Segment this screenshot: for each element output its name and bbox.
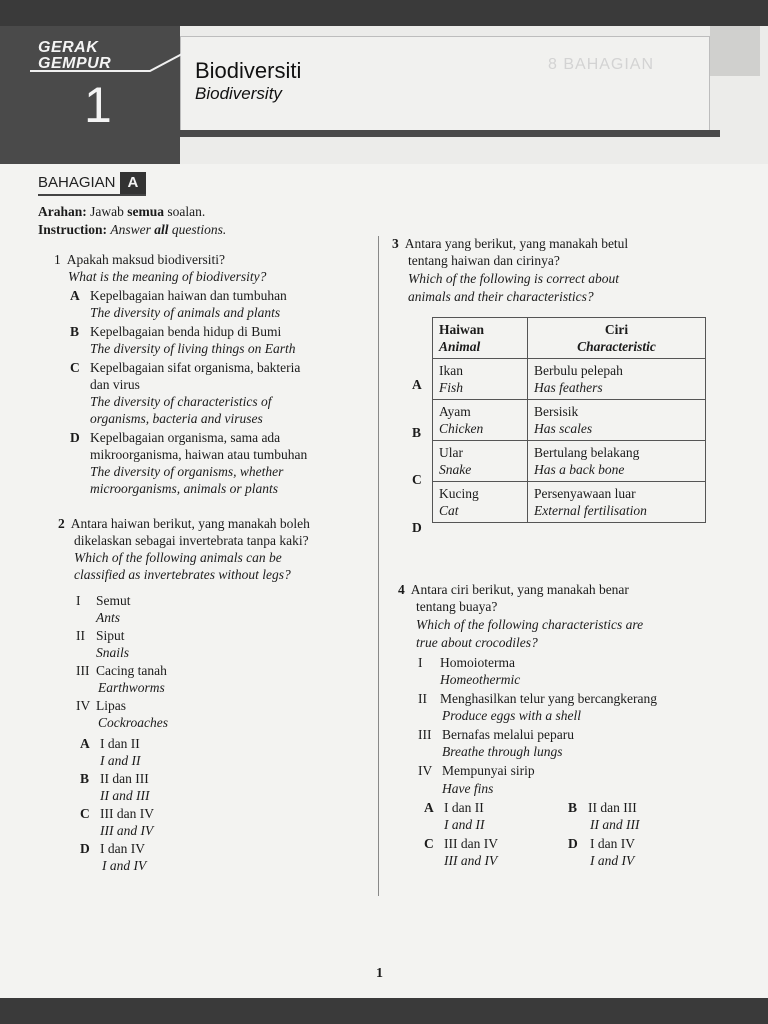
q4-option-c-ms: III dan IV [444, 836, 498, 851]
q2-question-ms2: dikelaskan sebagai invertebrata tanpa kaki? [74, 533, 309, 548]
q4-question-ms2: tentang buaya? [416, 599, 498, 614]
q1-number: 1 [54, 252, 61, 267]
q2-item-2-en: Snails [96, 645, 130, 660]
series-logo [38, 40, 111, 72]
instruction-ms [38, 204, 205, 220]
q4-item-2-roman: II [418, 691, 427, 706]
q3-c-char-ms: Bertulang belakang [534, 445, 640, 460]
q4-option-a-en: I and II [444, 817, 485, 832]
q3-b-animal [433, 400, 528, 441]
q3-number: 3 [392, 236, 399, 251]
q2-item-3-en: Earthworms [98, 680, 165, 695]
section-letter: A [120, 172, 147, 194]
q4-item-2-en: Produce eggs with a shell [442, 708, 581, 723]
q3-row-b-letter[interactable]: B [412, 425, 422, 440]
q2-item-3-roman: III [76, 663, 90, 678]
q3-a-char-ms: Berbulu pelepah [534, 363, 623, 378]
q4-question-ms1 [398, 582, 629, 598]
section-label: BAHAGIAN [38, 174, 116, 191]
q3-a-char-en: Has feathers [534, 380, 603, 395]
table-row [433, 482, 706, 523]
table-row [433, 359, 706, 400]
q2-option-d-ms: I dan IV [100, 841, 145, 856]
instruction-en-text: Answer [110, 222, 151, 237]
q3-b-animal-ms: Ayam [439, 404, 471, 419]
q1-option-c-letter[interactable]: C [70, 360, 80, 375]
chapter-title-en: Biodiversity [195, 84, 282, 103]
q3-c-animal [433, 441, 528, 482]
ghost-tab-label: 8 BAHAGIAN [548, 56, 655, 73]
header-corner-tab [710, 26, 760, 76]
q3-text-ms1: Antara yang berikut, yang manakah betul [404, 236, 629, 251]
q1-option-c-en2: organisms, bacteria and viruses [90, 411, 263, 426]
q2-option-a-letter[interactable]: A [80, 736, 90, 751]
q2-question-en2: classified as invertebrates without legs? [74, 567, 291, 582]
q4-item-1-ms: Homoioterma [440, 655, 515, 670]
q3-c-animal-ms: Ular [439, 445, 463, 460]
q4-question-en1: Which of the following characteristics are [416, 617, 644, 632]
q1-question-ms [54, 252, 225, 268]
q3-d-animal-en: Cat [439, 503, 459, 518]
q3-question-en2: animals and their characteristics? [408, 289, 594, 304]
instruction-en-label: Instruction: [38, 222, 108, 237]
q4-question-en2: true about crocodiles? [416, 635, 538, 650]
q2-number: 2 [58, 516, 65, 531]
q4-item-4-roman: IV [418, 763, 433, 778]
q4-item-3-ms: Bernafas melalui peparu [442, 727, 574, 742]
q3-d-char-ms: Persenyawaan luar [534, 486, 636, 501]
q4-option-b-letter[interactable]: B [568, 800, 578, 815]
q1-option-c-ms2: dan virus [90, 377, 140, 392]
q3-header-char-en: Characteristic [577, 339, 656, 354]
page-number: 1 [376, 966, 383, 981]
q2-option-d-letter[interactable]: D [80, 841, 90, 856]
q4-item-1-en: Homeothermic [440, 672, 521, 687]
q2-item-1-ms: Semut [96, 593, 131, 608]
instruction-en-bold: all [154, 222, 169, 237]
q2-option-c-letter[interactable]: C [80, 806, 90, 821]
q4-option-a-letter[interactable]: A [424, 800, 434, 815]
q1-option-d-ms1: Kepelbagaian organisma, sama ada [90, 430, 281, 445]
q2-item-4-roman: IV [76, 698, 91, 713]
q2-option-a-en: I and II [100, 753, 141, 768]
q3-header-animal [433, 318, 528, 359]
q3-a-animal-ms: Ikan [439, 363, 463, 378]
q1-text-ms: Apakah maksud biodiversiti? [66, 252, 225, 267]
q3-a-animal [433, 359, 528, 400]
q4-option-a-ms: I dan II [444, 800, 484, 815]
q1-option-a-ms: Kepelbagaian haiwan dan tumbuhan [90, 288, 287, 303]
q4-item-1-roman: I [418, 655, 423, 670]
q4-option-c-en: III and IV [444, 853, 498, 868]
q4-item-4-en: Have fins [442, 781, 494, 796]
q3-d-animal-ms: Kucing [439, 486, 479, 501]
series-line2: GEMPUR [38, 55, 112, 72]
q3-question-ms2: tentang haiwan dan cirinya? [408, 253, 560, 268]
q4-option-d-en: I and IV [590, 853, 635, 868]
q3-a-char [528, 359, 706, 400]
q4-text-ms1: Antara ciri berikut, yang manakah benar [410, 582, 629, 597]
q2-option-c-en: III and IV [100, 823, 154, 838]
table-row [433, 441, 706, 482]
q3-c-animal-en: Snake [439, 462, 472, 477]
q3-b-char [528, 400, 706, 441]
q4-option-d-letter[interactable]: D [568, 836, 578, 851]
q1-option-b-letter[interactable]: B [70, 324, 80, 339]
q3-table [432, 317, 706, 523]
q3-table-header [433, 318, 706, 359]
q2-option-b-en: II and III [100, 788, 150, 803]
q2-text-ms1: Antara haiwan berikut, yang manakah boleh [70, 516, 310, 531]
q2-option-d-en: I and IV [102, 858, 147, 873]
q2-option-c-ms: III dan IV [100, 806, 154, 821]
q2-question-en1: Which of the following animals can be [74, 550, 282, 565]
q2-item-2-ms: Siput [96, 628, 125, 643]
q3-b-char-ms: Bersisik [534, 404, 579, 419]
q3-row-c-letter[interactable]: C [412, 472, 422, 487]
q4-option-c-letter[interactable]: C [424, 836, 434, 851]
chapter-number: 1 [84, 77, 112, 133]
q3-c-char [528, 441, 706, 482]
q1-option-b-en: The diversity of living things on Earth [90, 341, 296, 356]
q3-d-char-en: External fertilisation [534, 503, 647, 518]
q1-option-d-en1: The diversity of organisms, whether [90, 464, 284, 479]
q2-item-1-roman: I [76, 593, 81, 608]
q2-item-1-en: Ants [96, 610, 121, 625]
q3-header-char-ms: Ciri [604, 322, 629, 337]
q2-question-ms1 [58, 516, 310, 532]
q2-option-b-ms: II dan III [100, 771, 149, 786]
instruction-ms-end: soalan. [167, 204, 206, 219]
q4-option-d-ms: I dan IV [590, 836, 635, 851]
q3-row-a-letter[interactable]: A [412, 377, 422, 392]
q4-item-2-ms: Menghasilkan telur yang bercangkerang [440, 691, 658, 706]
q3-question-ms1 [392, 236, 628, 252]
instruction-ms-bold: semua [127, 204, 165, 219]
chapter-header [0, 26, 768, 164]
q4-item-3-roman: III [418, 727, 432, 742]
q4-item-3-en: Breathe through lungs [442, 744, 563, 759]
q2-option-b-letter[interactable]: B [80, 771, 90, 786]
q3-question-en1: Which of the following is correct about [408, 271, 619, 286]
q3-header-animal-ms: Haiwan [439, 322, 485, 337]
q3-row-d-letter[interactable]: D [412, 520, 422, 535]
q2-item-2-roman: II [76, 628, 85, 643]
q4-option-b-en: II and III [590, 817, 640, 832]
column-divider [378, 236, 379, 896]
q4-number: 4 [398, 582, 405, 597]
instruction-ms-text: Jawab [90, 204, 124, 219]
instruction-en-end: questions. [171, 222, 227, 237]
q2-item-3-ms: Cacing tanah [96, 663, 167, 678]
series-line1: GERAK [38, 39, 99, 56]
instruction-ms-label: Arahan: [38, 204, 87, 219]
header-underline-bar [180, 130, 720, 137]
q2-item-4-ms: Lipas [96, 698, 126, 713]
q3-d-char [528, 482, 706, 523]
q4-option-b-ms: II dan III [588, 800, 637, 815]
q1-option-d-letter[interactable]: D [70, 430, 80, 445]
q1-option-b-ms: Kepelbagaian benda hidup di Bumi [90, 324, 282, 339]
chapter-title-ms: Biodiversiti [195, 58, 302, 83]
q1-option-a-letter[interactable]: A [70, 288, 80, 303]
q3-b-char-en: Has scales [534, 421, 593, 436]
q3-header-characteristic [528, 318, 706, 359]
q2-option-a-ms: I dan II [100, 736, 140, 751]
q1-question-en: What is the meaning of biodiversity? [68, 269, 267, 284]
q2-item-4-en: Cockroaches [98, 715, 168, 730]
workbook-page [0, 26, 768, 998]
q3-d-animal [433, 482, 528, 523]
instruction-en [38, 222, 226, 238]
section-heading [38, 172, 146, 196]
q3-c-char-en: Has a back bone [534, 462, 625, 477]
q4-item-4-ms: Mempunyai sirip [442, 763, 535, 778]
q1-option-d-en2: microorganisms, animals or plants [90, 481, 279, 496]
q1-option-c-ms1: Kepelbagaian sifat organisma, bakteria [90, 360, 301, 375]
q1-option-c-en1: The diversity of characteristics of [90, 394, 272, 409]
q3-header-animal-en: Animal [439, 339, 481, 354]
q3-b-animal-en: Chicken [439, 421, 484, 436]
table-row [433, 400, 706, 441]
q1-option-d-ms2: mikroorganisma, haiwan atau tumbuhan [90, 447, 308, 462]
q1-option-a-en: The diversity of animals and plants [90, 305, 281, 320]
q3-a-animal-en: Fish [439, 380, 464, 395]
